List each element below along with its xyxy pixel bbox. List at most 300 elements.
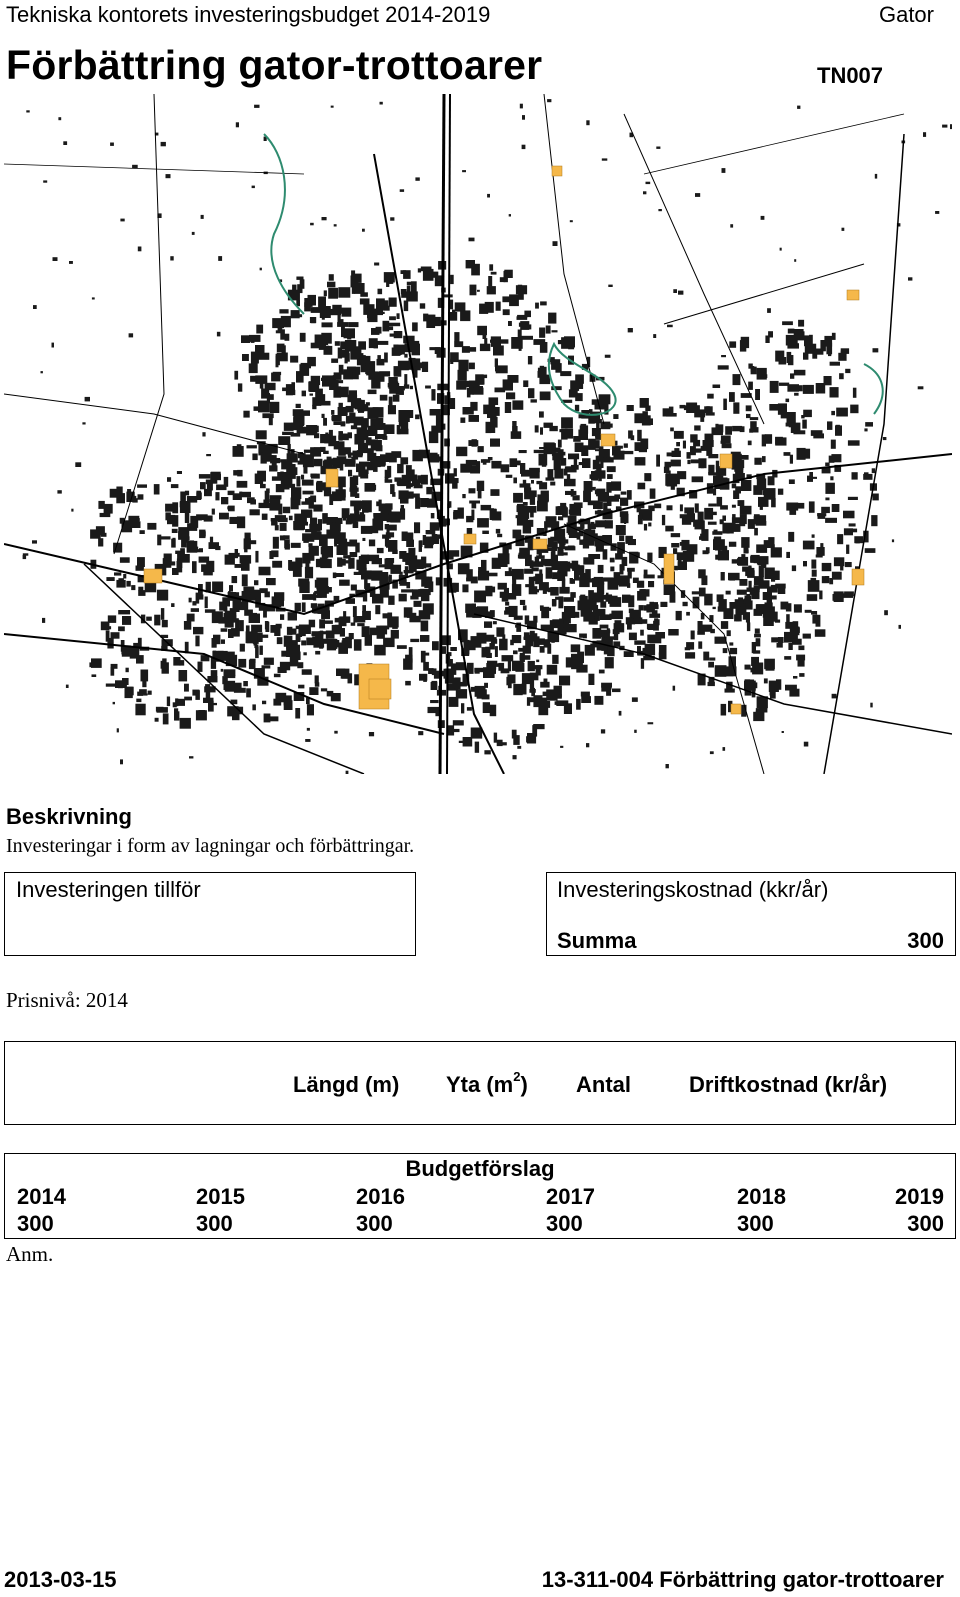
map-building <box>546 326 551 334</box>
map-building <box>472 503 477 509</box>
map-building <box>221 639 225 644</box>
map-building <box>245 533 251 541</box>
map-building <box>292 644 296 648</box>
map-building <box>412 589 421 596</box>
map-building <box>732 505 736 508</box>
map-building <box>539 582 549 590</box>
map-building <box>353 522 359 528</box>
map-building <box>272 455 277 466</box>
map-building <box>818 551 824 556</box>
map-building <box>390 217 394 220</box>
map-building <box>639 619 648 624</box>
budget-proposal-heading: Budgetförslag <box>405 1156 555 1181</box>
map-building <box>691 631 695 640</box>
budget-year: 2017 <box>546 1184 595 1209</box>
map-building <box>406 582 410 588</box>
map-building <box>654 504 661 509</box>
map-building <box>382 535 391 539</box>
map-building <box>848 440 860 445</box>
map-building <box>778 489 783 495</box>
map-building <box>565 546 576 550</box>
map-building <box>508 321 512 326</box>
map-building <box>110 489 119 498</box>
budget-year: 2015 <box>196 1184 245 1209</box>
map-building <box>313 505 322 512</box>
map-building <box>476 461 480 472</box>
map-building <box>177 551 185 561</box>
map-building <box>766 574 775 579</box>
map-building <box>748 382 753 390</box>
map-building <box>285 544 290 550</box>
map-building <box>498 339 509 343</box>
map-building <box>293 417 298 423</box>
map-building <box>701 576 707 586</box>
map-building <box>531 399 537 402</box>
map-building <box>314 459 323 467</box>
map-building <box>821 507 830 513</box>
map-building <box>529 577 534 587</box>
map-building <box>310 496 316 503</box>
map-building <box>606 687 611 696</box>
map-building <box>792 565 796 571</box>
map-building <box>69 261 73 264</box>
map-building <box>399 551 406 559</box>
map-building <box>421 590 430 602</box>
map-building <box>590 644 594 654</box>
map-building <box>530 468 540 479</box>
map-building <box>713 607 716 609</box>
map-building <box>569 533 577 538</box>
map-building <box>613 451 624 460</box>
map-building <box>166 174 171 178</box>
map-building <box>299 364 309 376</box>
map-building <box>722 168 726 173</box>
map-building <box>230 608 240 612</box>
map-building <box>721 441 726 444</box>
map-building <box>605 355 611 358</box>
map-building <box>802 420 807 429</box>
map-building <box>811 578 817 584</box>
map-building <box>519 450 527 453</box>
map-building <box>630 610 640 618</box>
map-building <box>373 407 384 418</box>
map-building <box>817 513 826 516</box>
map-building <box>712 427 724 435</box>
map-building <box>530 633 537 641</box>
map-building <box>923 132 926 137</box>
map-building <box>410 639 419 642</box>
map-building <box>469 381 480 388</box>
map-building <box>816 383 826 394</box>
map-building <box>108 615 116 623</box>
map-building <box>786 614 790 623</box>
map-building <box>172 529 178 533</box>
map-building <box>746 612 750 622</box>
map-building <box>487 194 490 198</box>
map-building <box>453 512 457 520</box>
map-building <box>250 509 260 515</box>
map-building <box>221 628 228 632</box>
map-building <box>710 751 714 754</box>
map-building <box>478 446 484 452</box>
map-building <box>407 286 411 295</box>
map-building <box>348 432 353 438</box>
map-building <box>450 275 454 284</box>
map-building <box>354 639 362 651</box>
map-building <box>865 422 873 427</box>
map-building <box>293 567 302 577</box>
map-building <box>540 392 551 401</box>
map-building <box>811 611 817 615</box>
map-building <box>216 485 226 491</box>
map-building <box>686 612 690 616</box>
map-building <box>848 497 858 500</box>
map-building <box>249 335 261 342</box>
map-building <box>484 621 492 628</box>
map-building <box>454 341 463 347</box>
length-header: Längd (m) <box>293 1072 400 1097</box>
map-building <box>92 297 95 299</box>
map-building <box>505 402 511 413</box>
map-building <box>295 708 300 719</box>
map-building <box>551 639 555 643</box>
map-building <box>148 691 152 695</box>
map-building <box>63 141 67 145</box>
map-building <box>659 652 667 659</box>
map-building <box>786 399 790 403</box>
map-building <box>400 457 408 464</box>
map-building <box>369 732 374 736</box>
budget-value: 300 <box>546 1211 583 1236</box>
map-building <box>423 679 427 682</box>
map-building <box>490 489 499 496</box>
map-building <box>662 515 665 525</box>
map-building <box>146 617 152 621</box>
map-building <box>319 346 329 350</box>
map-building <box>695 503 699 512</box>
map-building <box>755 629 760 634</box>
map-building <box>106 631 110 642</box>
map-building <box>607 474 613 479</box>
map-building <box>391 630 399 639</box>
map-building <box>794 370 806 376</box>
map-building <box>701 464 704 468</box>
map-building <box>678 561 687 570</box>
map-building <box>771 547 782 557</box>
map-building <box>242 574 248 586</box>
map-building <box>754 528 758 536</box>
map-building <box>528 388 534 398</box>
map-building <box>322 375 333 386</box>
map-building <box>644 605 653 611</box>
map-building <box>600 601 606 607</box>
area-header: Yta $(m^2)$ <box>446 1069 528 1097</box>
map-building <box>161 142 166 146</box>
map-building <box>326 530 338 539</box>
map-building <box>328 288 338 299</box>
map-building <box>648 581 654 587</box>
map-building <box>393 395 400 402</box>
map-building <box>834 591 844 602</box>
map-building <box>418 731 423 735</box>
map-building <box>498 553 510 564</box>
map-building <box>557 547 563 556</box>
map-building <box>708 454 718 458</box>
map-building <box>430 522 440 530</box>
map-building <box>489 643 495 650</box>
map-building <box>770 381 779 393</box>
map-building <box>644 575 655 579</box>
map-building <box>314 447 321 457</box>
map-building <box>259 567 271 576</box>
map-building <box>568 454 579 460</box>
map-building <box>502 296 513 302</box>
map-building <box>237 516 245 528</box>
map-building <box>865 548 876 553</box>
map-building <box>355 493 359 498</box>
map-building <box>650 489 656 499</box>
map-building <box>804 335 810 346</box>
map-building <box>789 510 796 515</box>
map-building <box>177 561 183 573</box>
map-building <box>355 543 359 553</box>
map-building <box>671 533 680 537</box>
map-building <box>628 595 634 607</box>
map-building <box>205 597 208 609</box>
map-building <box>262 514 268 520</box>
map-building <box>137 484 147 487</box>
budget-year: 2014 <box>17 1184 66 1209</box>
map-building <box>315 389 323 398</box>
map-building <box>592 440 599 449</box>
description-heading: Beskrivning <box>6 804 132 829</box>
map-building <box>189 756 193 758</box>
map-building <box>587 578 595 582</box>
map-building <box>584 481 593 492</box>
map-building <box>798 320 804 327</box>
map-building <box>315 675 319 683</box>
map-building <box>259 646 263 655</box>
map-building <box>400 189 404 192</box>
map-building <box>506 475 513 478</box>
map-building <box>349 633 354 639</box>
map-building <box>690 434 697 442</box>
map-building <box>547 99 551 102</box>
map-building <box>466 460 477 465</box>
map-building <box>211 670 218 680</box>
map-building <box>555 363 561 373</box>
map-building <box>737 558 745 565</box>
map-building <box>324 290 327 296</box>
map-building <box>350 477 357 488</box>
map-building <box>767 308 771 313</box>
map-building <box>422 362 428 372</box>
map-building <box>325 620 333 624</box>
map-building <box>397 464 404 473</box>
map-building <box>310 223 314 226</box>
map-building <box>548 538 554 548</box>
map-building <box>723 399 727 410</box>
map-building <box>125 687 133 698</box>
map-building <box>120 219 124 222</box>
map-building <box>825 518 837 523</box>
map-building <box>750 417 758 420</box>
map-building <box>637 430 642 441</box>
map-building <box>394 369 402 377</box>
map-building <box>492 664 496 674</box>
map-building <box>299 410 310 416</box>
map-building <box>508 378 512 386</box>
map-building <box>270 402 279 413</box>
map-building <box>570 380 579 391</box>
map-building <box>202 432 205 436</box>
map-building <box>745 665 751 670</box>
map-building <box>798 656 805 666</box>
map-building <box>572 561 579 570</box>
map-building <box>525 558 531 567</box>
map-building <box>405 681 411 686</box>
map-building <box>351 457 355 465</box>
map-building <box>362 538 365 541</box>
map-building <box>258 401 270 413</box>
map-building <box>302 391 306 397</box>
map-building <box>443 294 453 297</box>
map-building <box>462 638 467 642</box>
map-building <box>433 534 441 538</box>
map-building <box>708 662 714 668</box>
map-building <box>98 501 104 509</box>
map-building <box>512 426 517 435</box>
map-building <box>690 446 696 455</box>
map-building <box>588 524 596 530</box>
map-building <box>264 714 271 723</box>
town-map-image <box>4 94 952 774</box>
map-building <box>52 343 55 348</box>
map-building <box>155 718 159 722</box>
map-building <box>192 561 197 573</box>
map-building <box>123 574 126 579</box>
map-building <box>853 388 857 398</box>
map-building <box>238 383 242 391</box>
map-building <box>950 124 952 129</box>
map-building <box>273 537 279 549</box>
map-building <box>135 704 145 716</box>
map-building <box>558 440 562 448</box>
map-building <box>379 564 386 567</box>
map-building <box>764 659 775 670</box>
map-building <box>373 595 381 604</box>
map-building <box>198 662 203 672</box>
map-building <box>110 143 114 146</box>
map-building <box>709 658 715 661</box>
map-building <box>554 529 565 540</box>
map-building <box>758 580 769 588</box>
map-building <box>360 298 370 304</box>
map-building <box>593 460 597 470</box>
map-building <box>404 570 414 573</box>
map-building <box>691 459 701 463</box>
map-building <box>561 417 573 428</box>
map-building <box>118 685 123 688</box>
map-building <box>764 678 768 683</box>
map-building <box>784 452 791 456</box>
map-building <box>529 689 535 693</box>
map-building <box>531 665 543 669</box>
map-building <box>558 516 563 520</box>
map-building <box>462 170 466 172</box>
map-building <box>546 516 557 527</box>
map-building <box>784 656 791 660</box>
map-building <box>450 352 459 362</box>
map-building <box>390 334 397 337</box>
map-building <box>201 215 204 219</box>
map-building <box>560 746 563 748</box>
map-building <box>213 651 216 653</box>
map-building <box>747 622 750 631</box>
map-building <box>748 566 751 577</box>
map-building <box>385 503 392 509</box>
map-building <box>184 697 192 701</box>
map-building <box>643 510 653 521</box>
map-building <box>568 343 574 350</box>
map-building <box>252 704 256 710</box>
map-building <box>269 465 277 471</box>
map-building <box>421 557 426 569</box>
map-building <box>173 657 180 666</box>
map-building <box>730 648 738 654</box>
map-building <box>346 371 353 379</box>
map-building <box>161 608 164 620</box>
map-building <box>583 445 590 449</box>
map-building <box>918 386 924 389</box>
map-building <box>311 474 320 479</box>
map-building <box>414 601 422 607</box>
map-building <box>708 522 717 525</box>
map-building <box>631 435 635 440</box>
map-building <box>564 479 576 487</box>
document-category: Gator <box>878 2 934 27</box>
map-building <box>487 412 497 418</box>
map-building <box>120 759 123 764</box>
map-building <box>627 583 630 588</box>
map-building <box>337 557 342 566</box>
map-building <box>401 289 407 294</box>
map-building <box>469 464 471 468</box>
map-building <box>279 309 288 313</box>
map-building <box>224 613 229 623</box>
map-building <box>212 509 215 515</box>
map-building <box>748 441 752 446</box>
map-building <box>883 437 887 440</box>
map-building <box>542 560 553 566</box>
map-building <box>543 692 548 697</box>
map-building <box>579 540 585 545</box>
map-building <box>846 545 849 554</box>
map-building <box>283 507 290 514</box>
map-building <box>700 414 704 422</box>
map-building <box>510 640 514 646</box>
map-building <box>549 426 557 431</box>
map-building <box>501 464 510 472</box>
map-building <box>573 495 580 500</box>
map-building <box>812 534 815 537</box>
map-building <box>368 426 376 436</box>
map-building <box>323 483 326 489</box>
map-building <box>624 443 628 447</box>
map-building <box>180 492 186 504</box>
map-building <box>525 520 533 527</box>
map-building <box>262 413 273 418</box>
